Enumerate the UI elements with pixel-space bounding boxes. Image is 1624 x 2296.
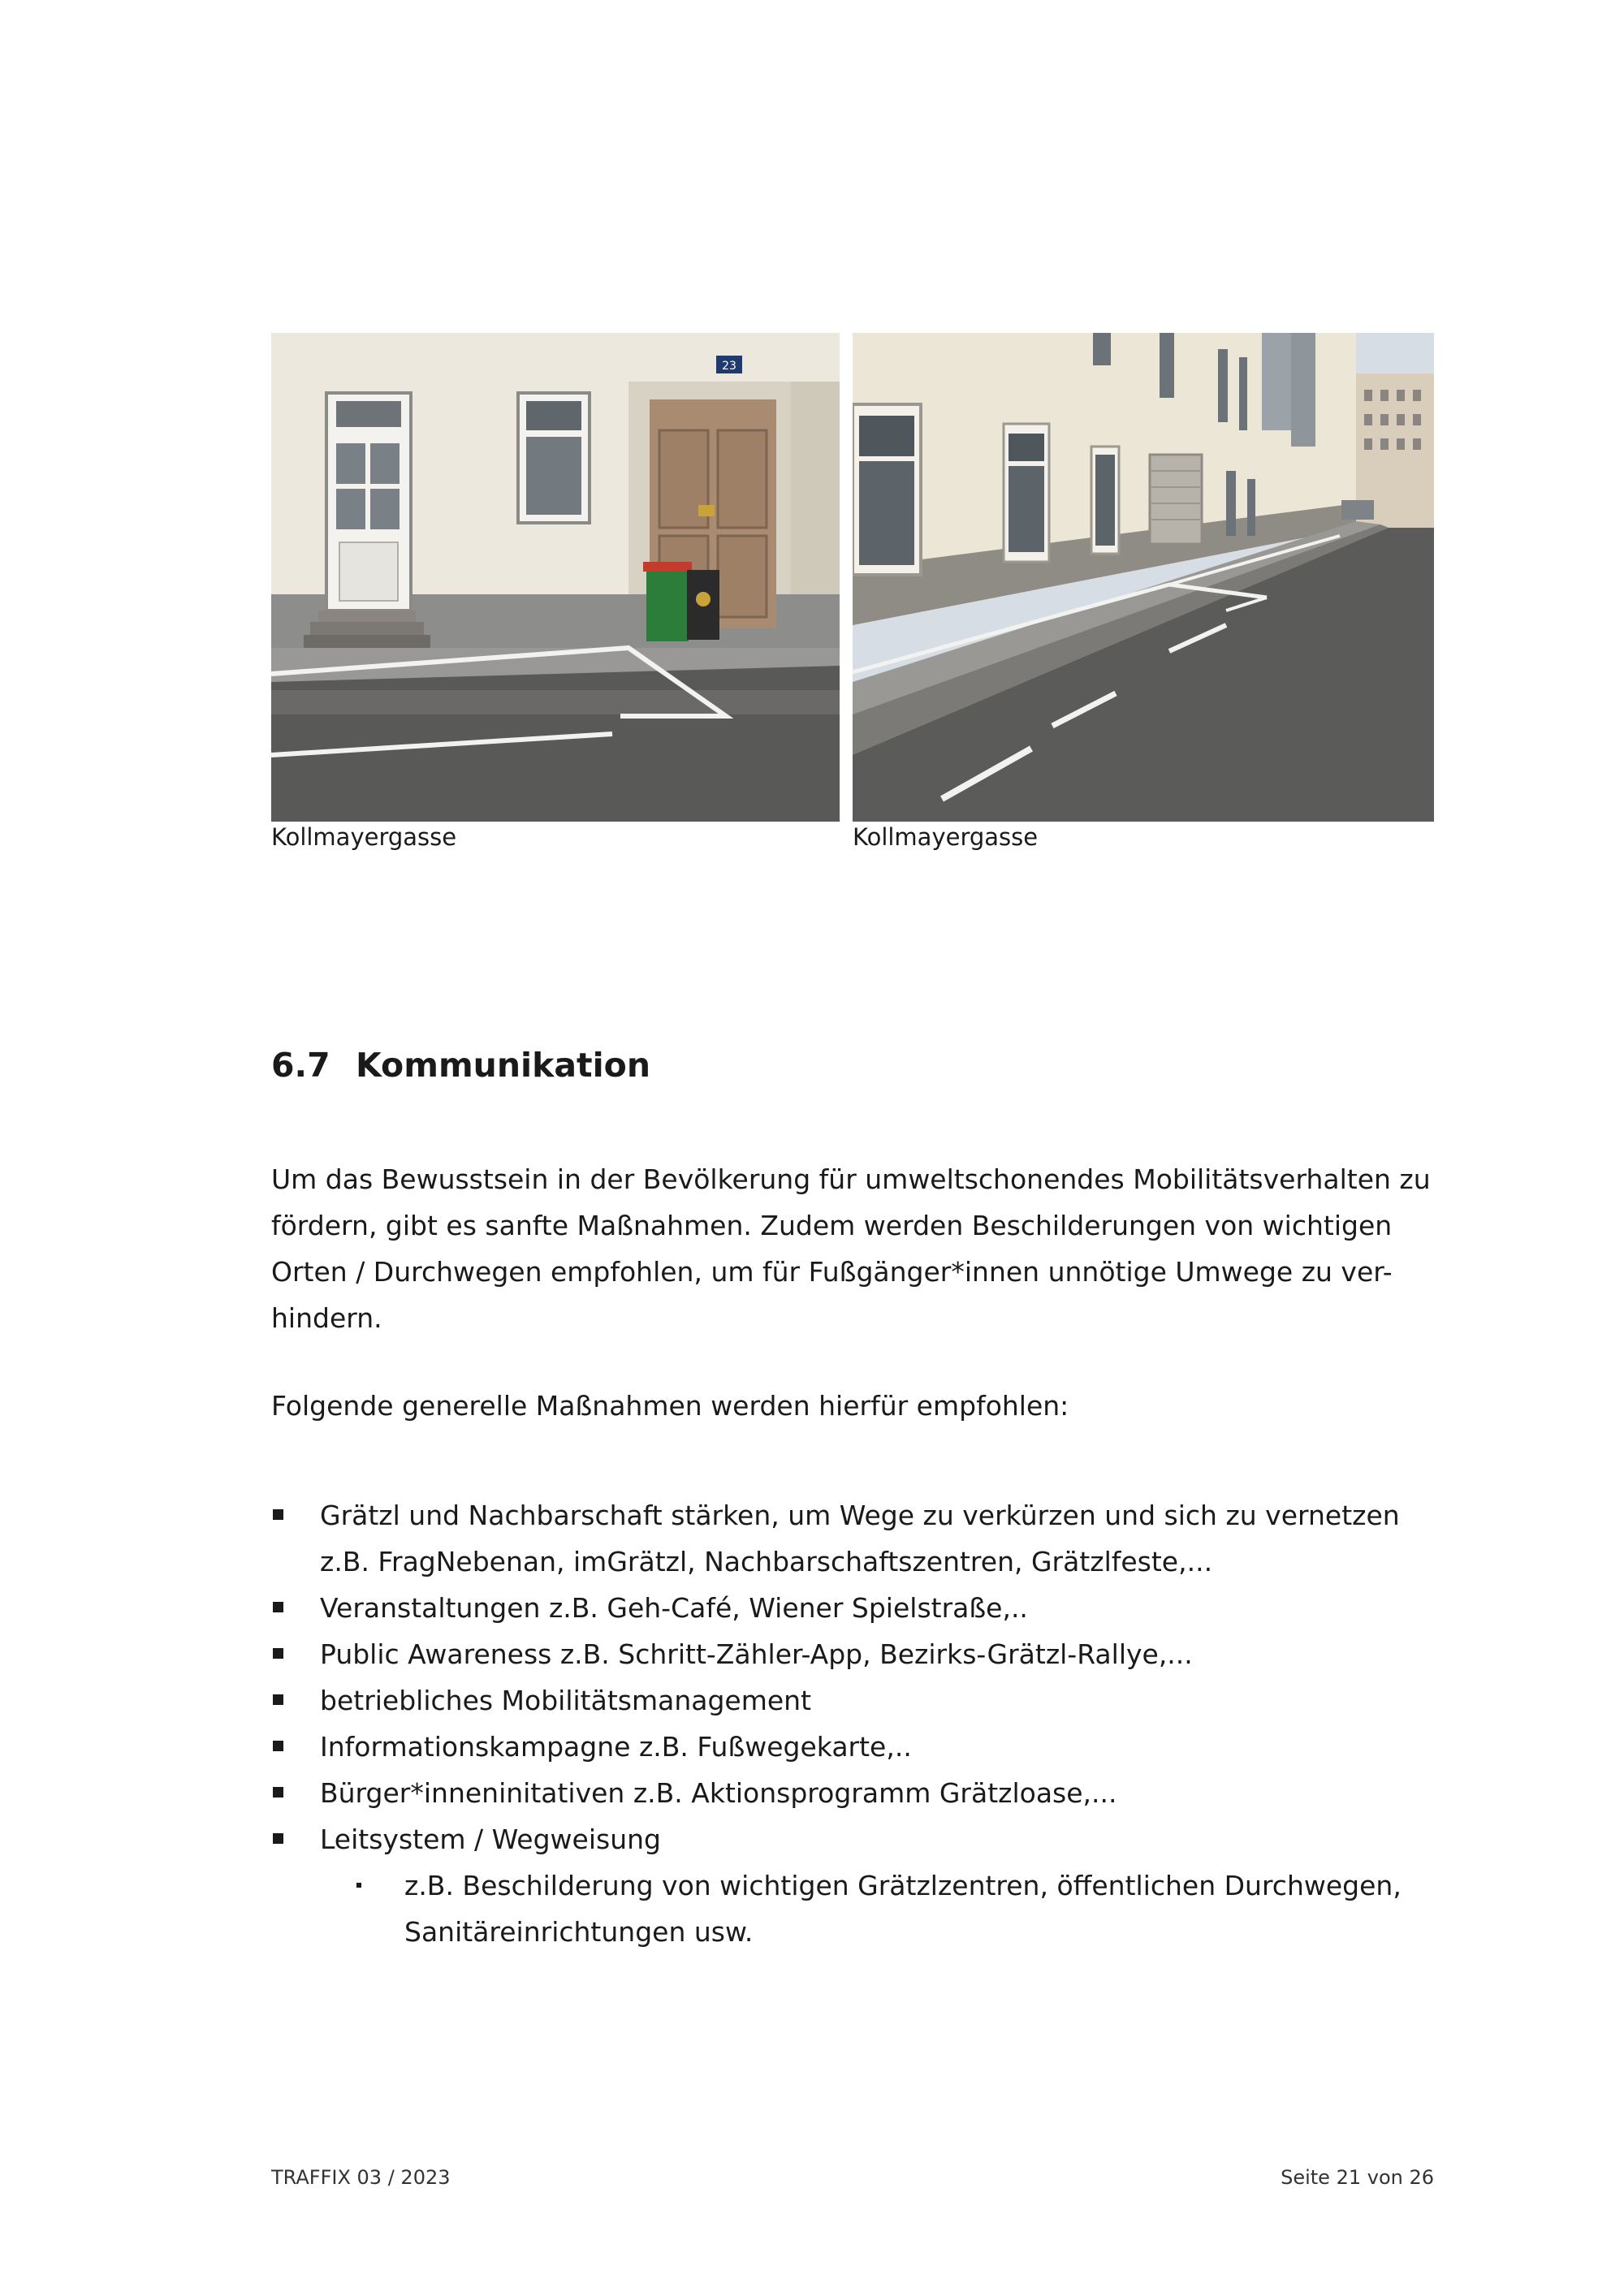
measures-list xyxy=(271,1492,1402,1955)
square-bullet-icon xyxy=(273,1648,283,1659)
small-square-bullet-icon xyxy=(356,1883,361,1888)
intro-line: Orten / Durchwegen empfohlen, um für Fußgänger*innen unnötige Umwege zu ver- xyxy=(271,1256,1393,1288)
sub-list-item xyxy=(271,1862,1402,1955)
street-photo-left xyxy=(271,333,840,822)
sub-list-item-text: Sanitäreinrichtungen usw. xyxy=(404,1916,754,1948)
square-bullet-icon xyxy=(273,1787,283,1798)
footer-page-number: Seite 21 von 26 xyxy=(1281,2166,1434,2189)
intro-line: Um das Bewusstsein in der Bevölkerung für umweltschonendes Mobilitätsverhalten zu xyxy=(271,1163,1431,1195)
square-bullet-icon xyxy=(273,1833,283,1844)
figure-caption-left: Kollmayergasse xyxy=(271,823,457,851)
square-bullet-icon xyxy=(273,1602,283,1612)
list-item xyxy=(271,1492,1402,1585)
intro-paragraph xyxy=(271,1156,1431,1341)
list-item-text: Grätzl und Nachbarschaft stärken, um Wege zu verkürzen und sich zu vernetzen xyxy=(320,1500,1400,1531)
intro-line: fördern, gibt es sanfte Maßnahmen. Zudem werden Beschilderungen von wichtigen xyxy=(271,1210,1393,1241)
list-item-text: Informationskampagne z.B. Fußwegekarte,.. xyxy=(320,1731,912,1763)
section-title: Kommunikation xyxy=(356,1046,651,1085)
list-item-text: z.B. FragNebenan, imGrätzl, Nachbarschaftszentren, Grätzlfeste,... xyxy=(320,1546,1213,1577)
list-item xyxy=(271,1585,1402,1631)
list-item-text: betriebliches Mobilitätsmanagement xyxy=(320,1685,812,1716)
photo-kollmayergasse-street xyxy=(853,333,1434,822)
square-bullet-icon xyxy=(273,1509,283,1520)
lead-text: Folgende generelle Maßnahmen werden hierfür empfohlen: xyxy=(271,1390,1069,1422)
list-item xyxy=(271,1724,1402,1770)
section-number: 6.7 xyxy=(271,1046,330,1085)
list-item xyxy=(271,1677,1402,1724)
house-number: 23 xyxy=(722,360,736,373)
list-item xyxy=(271,1770,1402,1816)
lead-paragraph xyxy=(271,1383,1408,1429)
footer-document-id: TRAFFIX 03 / 2023 xyxy=(271,2166,451,2189)
list-item xyxy=(271,1631,1402,1677)
list-item-text: Leitsystem / Wegweisung xyxy=(320,1823,661,1855)
section-heading xyxy=(271,1046,650,1085)
sub-list-item-text: z.B. Beschilderung von wichtigen Grätzlzentren, öffentlichen Durchwegen, xyxy=(404,1870,1402,1901)
list-item-text: Veranstaltungen z.B. Geh-Café, Wiener Spielstraße,.. xyxy=(320,1592,1028,1624)
list-item xyxy=(271,1816,1402,1862)
square-bullet-icon xyxy=(273,1694,283,1705)
square-bullet-icon xyxy=(273,1741,283,1751)
figure-caption-right: Kollmayergasse xyxy=(853,823,1039,851)
list-item-text: Public Awareness z.B. Schritt-Zähler-App, Bezirks-Grätzl-Rallye,... xyxy=(320,1638,1193,1670)
photo-kollmayergasse-entrance xyxy=(271,333,840,822)
street-photo-right xyxy=(853,333,1434,822)
intro-line: hindern. xyxy=(271,1302,382,1334)
list-item-text: Bürger*inneninitativen z.B. Aktionsprogramm Grätzloase,... xyxy=(320,1777,1117,1809)
